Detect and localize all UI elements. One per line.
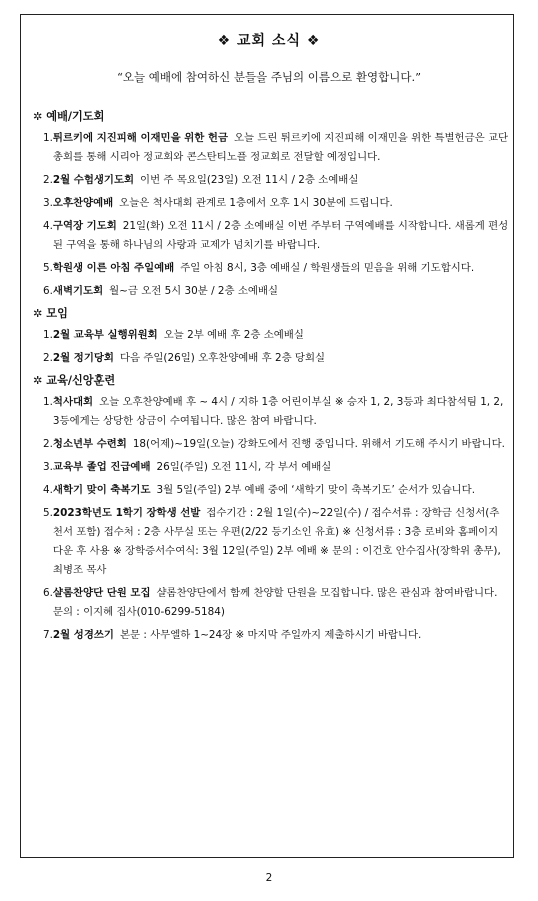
item-number: 1. — [43, 132, 53, 144]
item-number: 7. — [43, 629, 53, 641]
list-item — [33, 129, 509, 167]
item-body: 주일 아침 8시, 3층 예배실 / 학원생들의 믿음을 위해 기도합시다. — [180, 262, 475, 274]
list-item — [33, 393, 509, 431]
item-number: 4. — [43, 484, 53, 496]
item-heading: 2월 정기당회 — [52, 352, 114, 364]
list-item — [33, 171, 509, 190]
item-body: 오늘 드린 튀르키에 지진피해 이재민을 위한 특별헌금은 교단총회를 통해 시리아 정교회와 콘스탄티노플 정교회로 전달할 예정입니다. — [52, 132, 509, 163]
item-heading: 척사대회 — [52, 396, 94, 408]
list-item — [33, 282, 509, 301]
item-number: 6. — [43, 587, 53, 599]
list-item — [33, 584, 509, 622]
item-number: 3. — [43, 461, 53, 473]
item-body: 오늘 오후찬양예배 후 ~ 4시 / 지하 1층 어린이부실 ※ 승자 1, 2, 3등과 최다참석팀 1, 2, 3등에게는 상당한 상금이 수여됩니다. 많은 참여 바랍니다. — [52, 396, 504, 427]
item-number: 2. — [43, 174, 53, 186]
item-number: 2. — [43, 438, 53, 450]
item-heading: 2월 성경쓰기 — [52, 629, 114, 641]
list-item — [33, 194, 509, 213]
list-item — [33, 458, 509, 477]
item-body: 3월 5일(주일) 2부 예배 중에 ‘새학기 맞이 축복기도’ 순서가 있습니다. — [156, 484, 476, 496]
list-item — [33, 504, 509, 580]
item-heading: 청소년부 수련회 — [52, 438, 127, 450]
item-number: 6. — [43, 285, 53, 297]
item-heading: 오후찬양예배 — [52, 197, 114, 209]
item-number: 4. — [43, 220, 53, 232]
item-number: 5. — [43, 507, 53, 519]
item-number: 1. — [43, 396, 53, 408]
page-number: 2 — [265, 872, 273, 884]
item-body: 샬롬찬양단에서 함께 찬양할 단원을 모집합니다. 많은 관심과 참여바랍니다. 문의 : 이지혜 집사(010-6299-5184) — [52, 587, 498, 618]
item-body: 이번 주 목요일(23일) 오전 11시 / 2층 소예배실 — [140, 174, 359, 186]
item-body: 18(어제)~19일(오늘) 강화도에서 진행 중입니다. 위해서 기도해 주시기 바랍니다. — [132, 438, 505, 450]
item-heading: 교육부 졸업 진급예배 — [52, 461, 151, 473]
section-heading: ✲ 예배/기도회 — [33, 110, 105, 123]
item-heading: 튀르키에 지진피해 이재민을 위한 헌금 — [52, 132, 228, 144]
item-heading: 샬롬찬양단 단원 모집 — [52, 587, 151, 599]
item-number: 5. — [43, 262, 53, 274]
section-heading: ✲ 교육/신앙훈련 — [33, 374, 116, 387]
item-body: 본문 : 사무엘하 1~24장 ※ 마지막 주일까지 제출하시기 바랍니다. — [119, 629, 422, 641]
list-item — [33, 217, 509, 255]
list-item — [33, 435, 509, 454]
item-body: 다음 주일(26일) 오후찬양예배 후 2층 당회실 — [119, 352, 326, 364]
item-number: 3. — [43, 197, 53, 209]
item-body: 오늘은 척사대회 관계로 1층에서 오후 1시 30분에 드립니다. — [119, 197, 393, 209]
item-heading: 2월 교육부 실행위원회 — [52, 329, 158, 341]
item-body: 오늘 2부 예배 후 2층 소예배실 — [163, 329, 304, 341]
page-title: ❖ 교회 소식 ❖ — [217, 33, 321, 49]
item-body: 월~금 오전 5시 30분 / 2층 소예배실 — [109, 285, 278, 297]
item-number: 2. — [43, 352, 53, 364]
item-heading: 2월 수험생기도회 — [52, 174, 135, 186]
item-heading: 새학기 맞이 축복기도 — [52, 484, 151, 496]
item-body: 26일(주일) 오전 11시, 각 부서 예배실 — [156, 461, 332, 473]
section-heading: ✲ 모임 — [33, 307, 68, 320]
item-heading: 2023학년도 1학기 장학생 선발 — [52, 507, 201, 519]
greeting: “오늘 예배에 참여하신 분들을 주님의 이름으로 환영합니다.” — [117, 70, 421, 84]
list-item — [33, 481, 509, 500]
item-number: 1. — [43, 329, 53, 341]
item-heading: 학원생 이른 아침 주일예배 — [52, 262, 175, 274]
list-item — [33, 326, 509, 345]
list-item — [33, 349, 509, 368]
bulletin-content — [33, 104, 509, 649]
list-item — [33, 259, 509, 278]
item-body: 21일(화) 오전 11시 / 2층 소예배실 이번 주부터 구역예배를 시작합니다. 새롭게 편성된 구역을 통해 하나님의 사랑과 교제가 넘치기를 바랍니다. — [52, 220, 509, 251]
list-item — [33, 626, 509, 645]
item-heading: 새벽기도회 — [52, 285, 104, 297]
item-body: 접수기간 : 2월 1일(수)~22일(수) / 접수서류 : 장학금 신청서(추천서 포함) 접수처 : 2층 사무실 또는 우편(2/22 등기소인 유효) ※ 신청서류 : 3층 로비와 홈페이지 다운 후 사용 ※ 장학증서수여식: 3월 12일(주일) 2부 예배 ※ 문의 : 이건호 안수집사(장학위 총무), 최병조 목사 — [52, 507, 501, 576]
item-heading: 구역장 기도회 — [52, 220, 117, 232]
